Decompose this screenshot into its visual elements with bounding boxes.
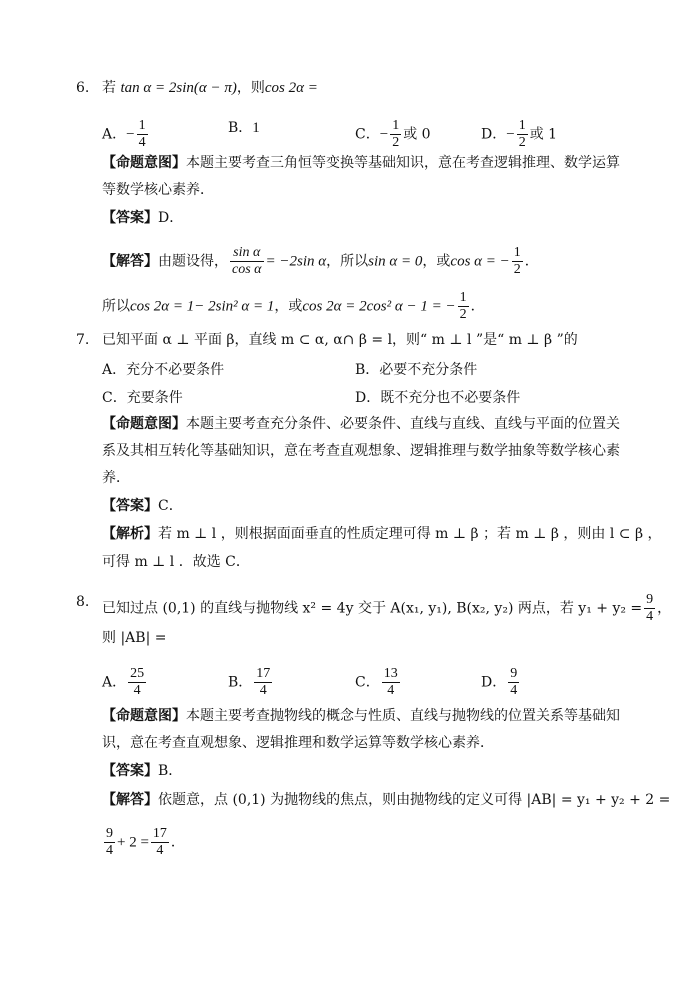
option-a: A．充分不必要条件: [102, 362, 225, 378]
option-d: D． $\frac{9}{4}$: [481, 666, 518, 698]
fraction: $\frac{1}{2}$: [392, 118, 400, 150]
option-a: A．− $\frac{1}{4}$: [102, 118, 146, 150]
fraction: $\frac{1}{2}$: [518, 118, 526, 150]
question-number: 7.: [76, 332, 90, 348]
fraction: $\frac{9}{4}$: [646, 592, 654, 624]
intent-line: 【命题意图】本题主要考查抛物线的概念与性质、直线与抛物线的位置关系等基础知: [102, 708, 620, 724]
option-c: C．充要条件: [102, 390, 183, 406]
option-a: A． $\frac{25}{4}$: [102, 666, 145, 698]
fraction: $\frac{25}{4}$: [130, 666, 145, 698]
solution-line: 【解答】依题意，点 (0,1) 为抛物线的焦点，则由抛物线的定义可得 |AB| = y₁ + y₂ + 2 =: [102, 792, 671, 808]
option-c: C． $\frac{13}{4}$: [355, 666, 398, 698]
option-b: B．1: [228, 120, 260, 136]
fraction: $\frac{9}{4}$: [106, 826, 113, 858]
option-b: B． $\frac{17}{4}$: [228, 666, 271, 698]
fraction: $\frac{\text{sin α}}{\text{cos α}}$: [232, 245, 262, 277]
intent-line-2: 识，意在考查直观想象、逻辑推理和数学运算等数学核心素养．: [102, 735, 494, 751]
fraction: $\frac{1}{4}$: [138, 118, 146, 150]
option-b: B．必要不充分条件: [355, 362, 478, 378]
question-stem: 已知平面 α ⊥ 平面 β，直线 m ⊂ α, α∩ β = l，则“ m ⊥ l ”是“ m ⊥ β ”的: [102, 332, 578, 348]
question-number: 6.: [76, 80, 90, 96]
answer-line: 【答案】B．: [102, 763, 183, 779]
intent-line: 【命题意图】本题主要考查三角恒等变换等基础知识，意在考查逻辑推理、数学运算: [102, 155, 620, 171]
question-stem: 若 tan α = 2sin(α − π)，则cos 2α =: [102, 80, 318, 96]
question-number: 8.: [76, 594, 90, 610]
question-stem: 已知过点 (0,1) 的直线与抛物线 x² = 4y 交于 A(x₁, y₁), B(x₂, y₂) 两点，若 y₁ + y₂ = $\frac{9}{4}$ ，: [102, 592, 672, 624]
intent-line-2: 系及其相互转化等基础知识，意在考查直观想象、逻辑推理与数学抽象等数学核心素: [102, 443, 620, 459]
option-d: D．既不充分也不必要条件: [355, 390, 521, 406]
solution-line: 【解答】由题设得， $\frac{\text{sin α}}{\text{cos α}}$ = −2sin α，所以sin α = 0，或cos α = − $\frac{1}{2}$ ．: [102, 245, 539, 277]
answer-line: 【答案】C．: [102, 498, 183, 514]
intent-line-2: 等数学核心素养．: [102, 182, 214, 198]
analysis-line: 【解析】若 m ⊥ l ，则根据面面垂直的性质定理可得 m ⊥ β ；若 m ⊥ β ，则由 l ⊂ β ，: [102, 526, 662, 542]
fraction: $\frac{13}{4}$: [383, 666, 398, 698]
option-c: C．− $\frac{1}{2}$ 或 0: [355, 118, 431, 150]
intent-line: 【命题意图】本题主要考查充分条件、必要条件、直线与直线、直线与平面的位置关: [102, 416, 620, 432]
fraction: $\frac{1}{2}$: [513, 245, 521, 277]
fraction: $\frac{17}{4}$: [256, 666, 271, 698]
fraction: $\frac{17}{4}$: [152, 826, 167, 858]
question-stem-2: 则 |AB| =: [102, 630, 167, 646]
analysis-line-2: 可得 m ⊥ l ．故选 C．: [102, 554, 250, 570]
option-d: D．− $\frac{1}{2}$ 或 1: [481, 118, 558, 150]
solution-line-2: $\frac{9}{4}$ + 2 = $\frac{17}{4}$ ．: [106, 826, 185, 858]
intent-line-3: 养．: [102, 470, 130, 486]
fraction: $\frac{1}{2}$: [459, 290, 467, 322]
solution-line-2: 所以cos 2α = 1− 2sin² α = 1，或cos 2α = 2cos² α − 1 = − $\frac{1}{2}$ ．: [102, 290, 485, 322]
answer-line: 【答案】D．: [102, 210, 184, 226]
fraction: $\frac{9}{4}$: [510, 666, 518, 698]
